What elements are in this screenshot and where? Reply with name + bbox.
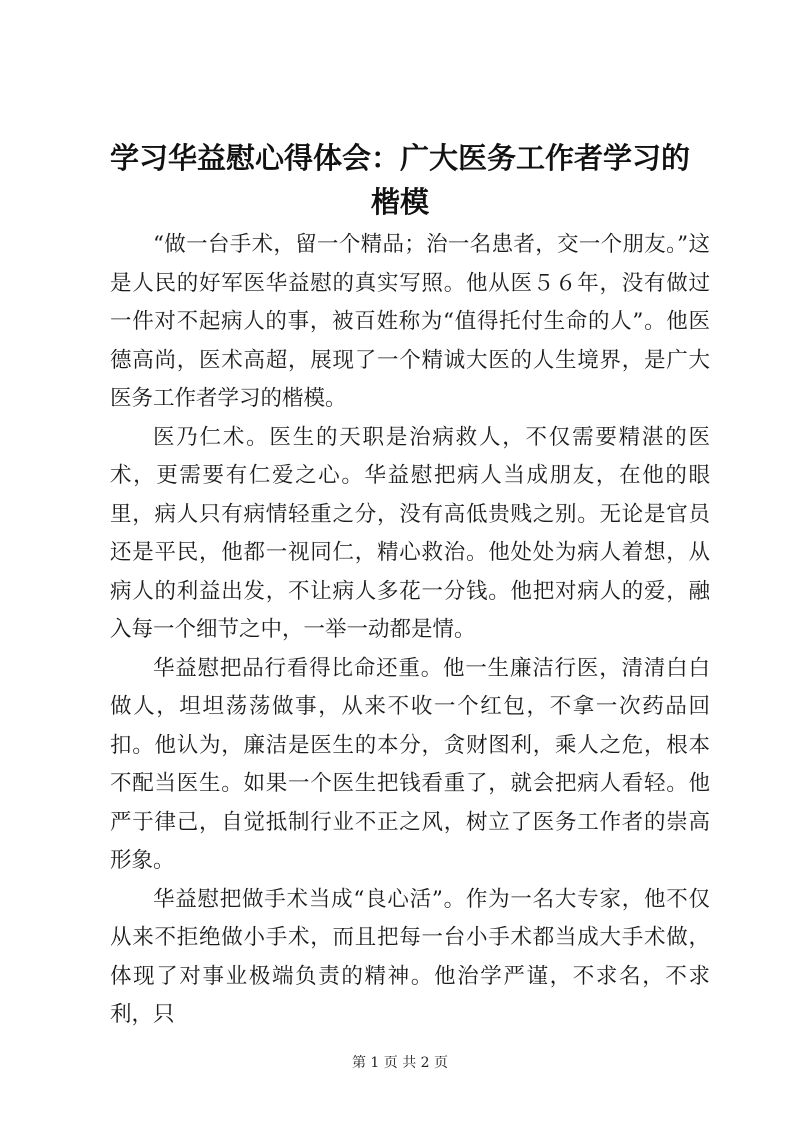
document-title: 学习华益慰心得体会：广大医务工作者学习的楷模 (109, 141, 690, 219)
paragraph: 医乃仁术。医生的天职是治病救人，不仅需要精湛的医术，更需要有仁爱之心。华益慰把病人当成朋友，在他的眼里，病人只有病情轻重之分，没有高低贵贱之别。无论是官员还是平民，他都一视同仁，精心救治。他处处为病人着想，从病人的利益出发，不让病人多花一分钱。他把对病人的爱，融入每一个细节之中，一举一动都是情。 (110, 424, 710, 642)
paragraph: 华益慰把品行看得比命还重。他一生廉洁行医，清清白白做人，坦坦荡荡做事，从来不收一个红包，不拿一次药品回扣。他认为，廉洁是医生的本分，贪财图利，乘人之危，根本不配当医生。如果一个医生把钱看重了，就会把病人看轻。他严于律己，自觉抵制行业不正之风，树立了医务工作者的崇高形象。 (110, 655, 710, 873)
paragraph: “做一台手术，留一个精品；治一名患者，交一个朋友。”这是人民的好军医华益慰的真实写照。他从医５６年，没有做过一件对不起病人的事，被百姓称为“值得托付生命的人”。他医德高尚，医术高超，展现了一个精诚大医的人生境界，是广大医务工作者学习的楷模。 (110, 232, 710, 411)
page-number-footer: 第 1 页 共 2 页 (351, 1055, 449, 1071)
document-body (110, 226, 710, 1035)
paragraph: 华益慰把做手术当成“良心活”。作为一名大专家，他不仅从来不拒绝做小手术，而且把每一台小手术都当成大手术做，体现了对事业极端负责的精神。他治学严谨，不求名，不求利，只 (110, 886, 710, 1027)
